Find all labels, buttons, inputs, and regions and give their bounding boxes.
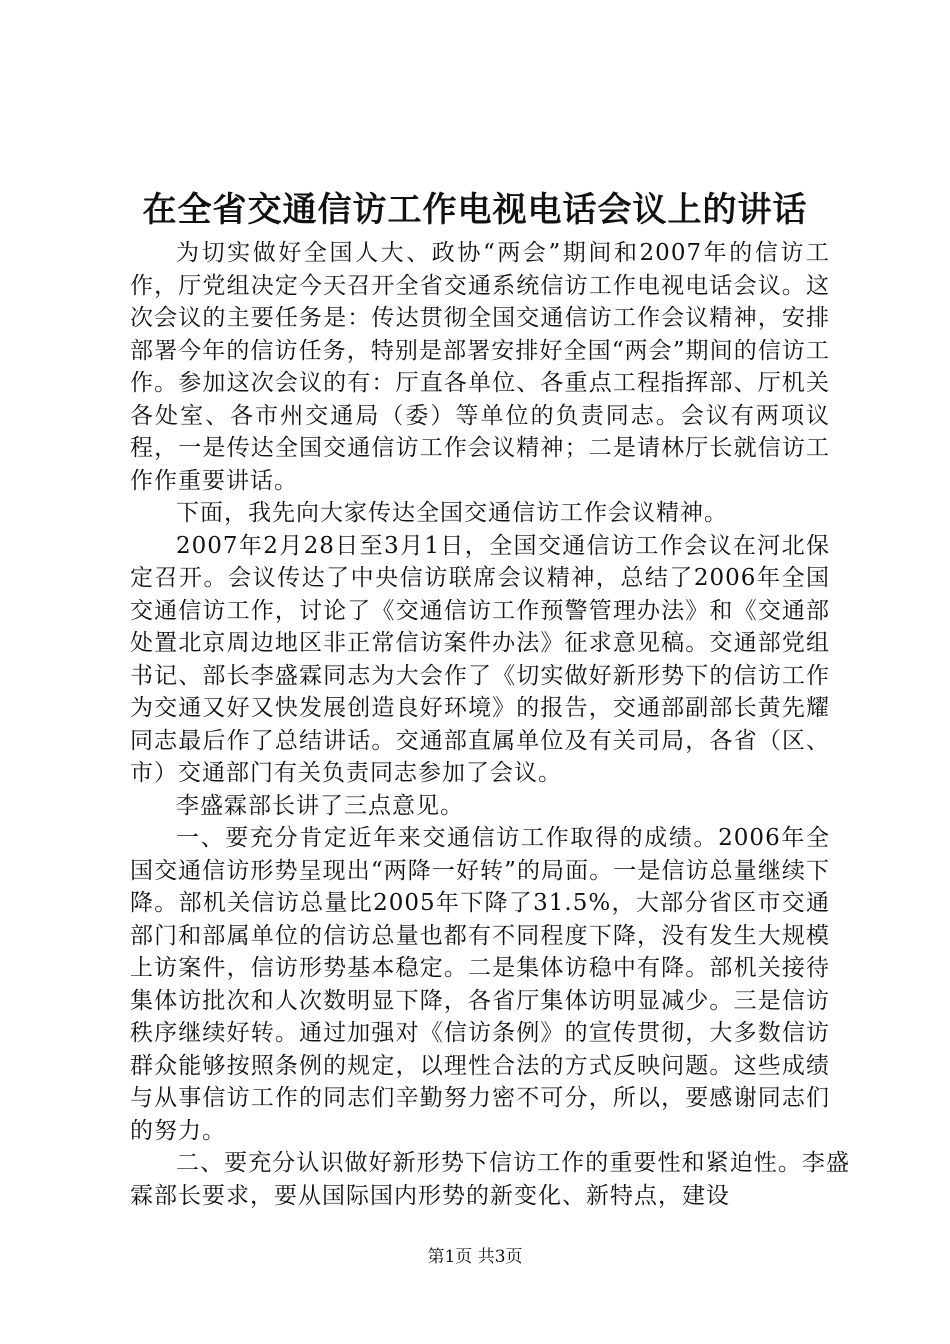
document-title: 在全省交通信访工作电视电话会议上的讲话 <box>142 190 808 230</box>
paragraph: 2007年2月28日至3月1日，全国交通信访工作会议在河北保定召开。会议传达了中央信访联席会议精神，总结了2006年全国交通信访工作，讨论了《交通信访工作预警管理办法》和《交通部处置北京周边地区非正常信访案件办法》征求意见稿。交通部党组书记、部长李盛霖同志为大会作了《切实做好新形势下的信访工作为交通又好又快发展创造良好环境》的报告，交通部副部长黄先耀同志最后作了总结讲话。交通部直属单位及有关司局，各省（区、市）交通部门有关负责同志参加了会议。 <box>130 532 830 786</box>
paragraph: 一、要充分肯定近年来交通信访工作取得的成绩。2006年全国交通信访形势呈现出“两降一好转”的局面。一是信访总量继续下降。部机关信访总量比2005年下降了31.5%，大部分省区市交通部门和部属单位的信访总量也都有不同程度下降，没有发生大规模上访案件，信访形势基本稳定。二是集体访稳中有降。部机关接待集体访批次和人次数明显下降，各省厅集体访明显减少。三是信访秩序继续好转。通过加强对《信访条例》的宣传贯彻，大多数信访群众能够按照条例的规定，以理性合法的方式反映问题。这些成绩与从事信访工作的同志们辛勤努力密不可分，所以，要感谢同志们的努力。 <box>130 825 830 1144</box>
page-number-footer: 第1页 共3页 <box>427 1247 523 1267</box>
paragraph: 二、要充分认识做好新形势下信访工作的重要性和紧迫性。李盛霖部长要求，要从国际国内形势的新变化、新特点，建设 <box>130 1150 850 1209</box>
paragraph: 为切实做好全国人大、政协“两会”期间和2007年的信访工作，厅党组决定今天召开全省交通系统信访工作电视电话会议。这次会议的主要任务是：传达贯彻全国交通信访工作会议精神，安排部署今年的信访任务，特别是部署安排好全国“两会”期间的信访工作。参加这次会议的有：厅直各单位、各重点工程指挥部、厅机关各处室、各市州交通局（委）等单位的负责同志。会议有两项议程，一是传达全国交通信访工作会议精神；二是请林厅长就信访工作作重要讲话。 <box>130 240 830 494</box>
paragraph: 下面，我先向大家传达全国交通信访工作会议精神。 <box>176 500 728 526</box>
document-body <box>130 237 850 1212</box>
paragraph: 李盛霖部长讲了三点意见。 <box>176 792 464 819</box>
